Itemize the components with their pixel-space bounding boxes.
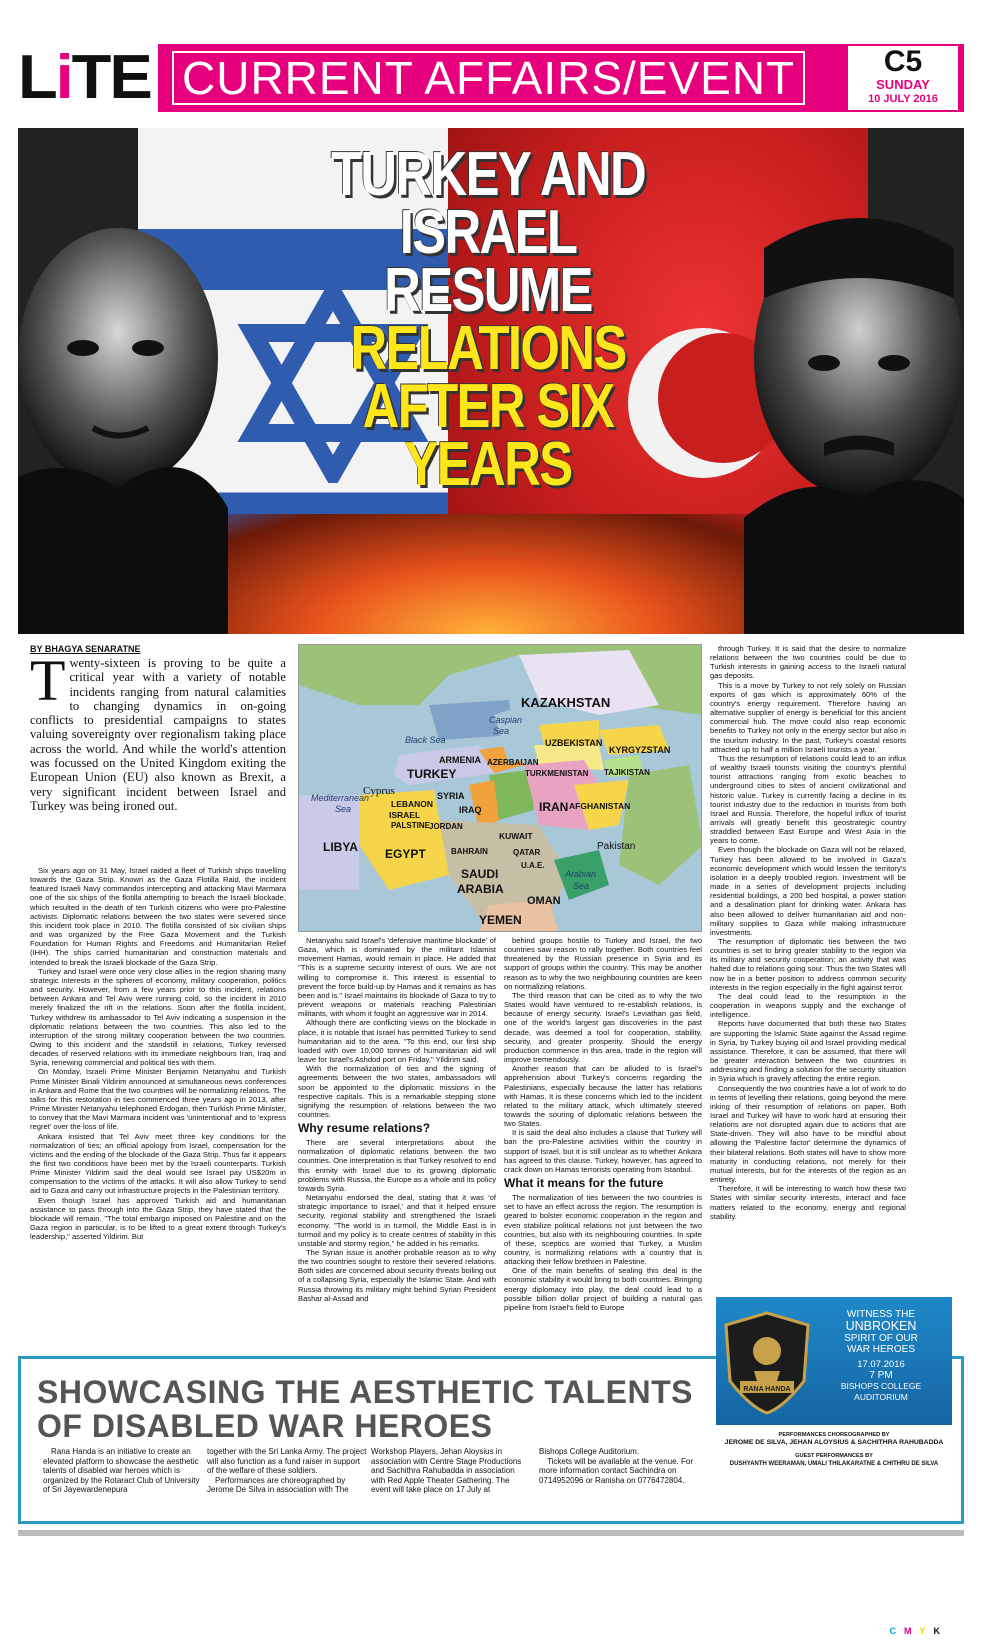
map-label: LIBYA [323,840,358,854]
event-column-3 [371,1447,531,1495]
headline-line: TURKEY AND [330,140,646,209]
byline: BY BHAGYA SENARATNE [30,644,141,654]
paragraph: Even though the blockade on Gaza will not be relaxed, Turkey has been allowed to be involved in Gaza's economic development which would lessen the territory's isolation in a deeply troubled region. Investment will be made in a series of development projects including residential buildings, a 200 bed hospital, a power station and a desalination plant for drinking water. Ankara has also been allowed to deliver humanitarian aid and non-military supplies to Gaza while making infrastructure investments. [710,845,906,937]
paragraph: Workshop Players, Jehan Aloysius in association with Centre Stage Productions and Sachithra Rahubadda in association with Red Apple Theater Gathering. The event will take place on 17 July at [371,1447,522,1495]
paragraph: Thus the resumption of relations could lead to an influx of wealthy Israeli tourists visiting the country's plentiful tourist attractions ranging from exotic beaches to underground cities to sites of ancient civilizational and historic value. Turkey is currently facing a decline in its tourist industry due to the reduction in tourists from both Israel and Russia. Therefore, the hopeful influx of tourist arrivals will greatly benefit this geostrategic country straddled between East Europe and West Asia in the years to come. [710,753,906,846]
cmyk-k: K [933,1626,948,1636]
cmyk-c: C [889,1626,904,1636]
headline-line: AFTER SIX [362,372,614,441]
map-label: IRAQ [459,805,482,815]
drop-cap: T [30,648,66,713]
headline-line: RELATIONS [350,314,626,383]
paragraph: through Turkey. It is said that the desire to normalize relations between the two countries could be due to Turkish interests in gaining access to the Israeli natural gas deposits. [710,644,906,681]
paragraph: The Syrian issue is another probable reason as to why the two countries sought to restore their severed relations. Both sides are concerned about security threats boiling out of a collapsing Syria, especially the Islamic State. And with Russia throwing its military might behind Syrian President Bashar al-Assad and [298,1248,496,1303]
paragraph: Although there are conflicting views on the blockade in place, it is notable that Israel has permitted Turkey to send humanitarian aid to the area. "To this end, our first ship loaded with over 10,000 tonnes of humanitarian aid will leave for Israel's Ashdod port on Friday," Yildirim said. [298,1018,496,1065]
guests-names: DUSHYANTH WEERAMAN, UMALI THILAKARATNE & CHITHRU DE SILVA [729,1461,939,1468]
map-label: AFGHANISTAN [569,801,631,811]
army-emblem-icon [724,1311,810,1415]
map-label: Cyprus [363,785,395,797]
paragraph: behind groups hostile to Turkey and Israel, the two countries saw reason to rally together. Both countries feel threatened by the Russian presence in Syria and its support of groups within the country. This may be another reason as to why the two neighbouring countries are keen on normalizing relations. [504,936,702,991]
map-label: U.A.E. [521,861,545,870]
map-label: ARABIA [457,882,504,896]
page-date: 10 JULY 2016 [868,93,938,105]
advert-date: 17.07.2016 [857,1359,905,1370]
advert-line: WITNESS THE [846,1309,916,1320]
subheading: What it means for the future [504,1176,664,1191]
event-column-1 [43,1447,203,1495]
advert-venue: AUDITORIUM [854,1392,908,1402]
paragraph: The deal could lead to the resumption in the cooperation in weapons supply and the exchange of intelligence. [710,991,906,1020]
cmyk-y: Y [919,1626,934,1636]
paragraph: Bishops College Auditorium. [539,1447,640,1456]
paragraph: There are several interpretations about the normalization of diplomatic relations between the two countries. One interpretation is that Turkey resolved to end this enmity with Israel due to its growing diplomatic problems with Russia, the Europe as a whole and its policy towards Syria. [298,1138,496,1193]
map-label: KUWAIT [499,831,533,841]
paragraph: Netanyahu said Israel's 'defensive maritime blockade' of Gaza, which is dominated by the militant Islamist movement Hamas, would remain in place. He added that "This is a supreme security interest of ours. We are not willing to compromise it. This interest is essential to prevent the force build-up by Hamas and it remains as has been and is." Israel maintains its blockade of Gaza to try to prevent weapons or materials reaching Palestinian militants, with whom it fought an aggressive war in 2014. [298,936,496,1019]
cmyk-m: M [903,1626,920,1636]
paragraph: Tickets will be available at the venue. For more information contact Sachindra on 0714952096 or Ranisha on 0776472804. [539,1456,693,1485]
event-column-4 [539,1447,699,1485]
map-label: PALSTINE [391,821,430,830]
hero-image [18,128,964,634]
headline-line: RESUME [384,256,592,325]
paragraph: The normalization of ties between the two countries is set to have an effect across the region. The resumption is geared to bolster economic cooperation in the region and even stabilize political relations not just between the two countries, but also with its neighbouring countries. In spite of these, sceptics are worried that Turkey, a Muslim country, is normalizing relations with a country that is attacking their fellow brethren in Palestine. [504,1193,702,1267]
paragraph: together with the Sri Lanka Army. The project will also function as a fund raiser in support of the welfare of these soldiers. [207,1447,367,1476]
section-title: CURRENT AFFAIRS/EVENT [172,51,805,105]
paragraph: It is said the deal also includes a clause that Turkey will ban the pro-Palestine activities within the country in support of Israel, but it is still unclear as to whether Ankara has agreed to this clause. Turkey, however, has agreed to crack down on Hamas terrorists operating from Istanbul. [504,1128,702,1174]
map-label: KAZAKHSTAN [521,695,611,710]
paragraph: Netanyahu endorsed the deal, stating that it was 'of strategic importance to Israel,' and that it helped ensure security, regional stability and strengthened the Israeli economy. "The world is in turmoil, the Middle East is in turmoil and my policy is to create centres of stability in this unstable and stormy region," he added in his remarks. [298,1193,496,1248]
paragraph: Turkey and Israel were once very close allies in the region sharing many strategic interests in the spheres of economy, military cooperation, politics and security. However, from a few years prior to this incident, relations between Ankara and Tel Aviv were running cold, so the incident in 2010 merely finalized the rift in the relations. Soon after the flotilla incident, Turkey withdrew its ambassador to Tel Aviv indicating a suspension in the diplomatic relations between the two countries. This also led to the interruption of the strong military cooperation between the two countries. Owing to this incident and the standstill in relations, Turkey reversed decades of reserved relations with its immediate neighbours Iran, Iraq and Syria, renewing commercial and political ties with them. [30,966,286,1068]
advert-line: SPIRIT OF OUR [844,1333,918,1344]
map-label: EGYPT [385,847,426,861]
headline-line: YEARS [404,430,572,499]
map-label: AZERBAIJAN [487,758,539,767]
map-label: TURKMENISTAN [525,769,589,778]
map-label: ARMENIA [439,755,481,765]
article-column-3 [504,936,702,1348]
paragraph: Performances are choreographed by Jerome De Silva in association with The [207,1475,349,1495]
map-label: BAHRAIN [451,847,488,856]
map-label: ISRAEL [389,810,421,820]
advert-line: UNBROKEN [845,1319,917,1333]
middle-east-map [298,644,702,932]
article-column-4 [710,644,906,1284]
advert-time: 7 PM [869,1370,893,1381]
paragraph: Rana Handa is an initiative to create an elevated platform to showcase the aesthetic talents of disabled war heroes which is organized by the Rotaract Club of University of Sri Jayewardenepura [43,1447,200,1495]
paragraph: Therefore, it will be interesting to watch how these two States with similar security interests, interact and face matters related to the economy, energy and regional stability. [710,1184,906,1221]
paragraph: Another reason that can be alluded to is Israel's apprehension about Turkey's concerns regarding the Palestinians, especially because the latter has relations with Hamas. It is these concerns which led to the incident related to the military attack, which ultimately steered towards the souring of diplomatic relations between the two States. [504,1064,702,1129]
masthead [18,44,964,112]
map-label: IRAN [539,800,569,814]
sea-label: Caspian [489,715,523,725]
map-label: QATAR [513,848,541,857]
map-label: TAJIKISTAN [604,768,650,777]
paragraph: Ankara insisted that Tel Aviv meet three key conditions for the normalization of ties; an official apology from Israel, compensation for the victims and the ending of the blockade of the Gaza Strip. Thus far it appears the first two conditions have been met by the Israeli counterparts. Turkish Prime Minister Yildirim said the deal would see Israel pay US$20m in compensation to the victims of the attacks. It will also allow Turkey to send aid to Gaza and carry out infrastructure projects in the Palestinian territory. [30,1131,286,1196]
map-label: YEMEN [479,913,522,927]
guests-label: GUEST PERFORMANCES BY [795,1452,873,1459]
article-column-1 [30,866,286,1344]
paragraph: The resumption of diplomatic ties between the two countries is set to bring greater stability to the region via its military and security cooperation; an activity that was halted due to relations going sour. Thus the two States will now be in a better position to address common security interests in the region especially in the fight against terror. [710,937,906,992]
headline [316,140,660,499]
map-label: SAUDI [461,867,499,881]
paragraph: Reports have documented that both these two States are supporting the Islamic State against the Assad regime in Syria, by Turkey buying oil and Israel providing medical assistance. Therefore, it can be assumed, that there will be greater interaction between the two countries in addressing and finding a solution for the security situation in Syria which is gravely affecting the entire region. [710,1019,906,1084]
event-column-2 [207,1447,367,1495]
advert-venue: BISHOPS COLLEGE [840,1381,922,1391]
headline-line: ISRAEL [399,198,577,267]
advert-text [816,1309,946,1403]
sea-label: Arabian [565,869,597,879]
page-number: C5 [883,45,923,78]
advert-credits [716,1427,952,1469]
paragraph: One of the main benefits of sealing this deal is the economic stability it would bring to both countries. Bringing energy diplomacy into play, the deal could lead to a possible billion dollar project of building a natural gas pipeline from Israel's field to Europe [504,1266,702,1312]
map-label: JORDAN [429,822,463,831]
map-label: LEBANON [391,799,434,809]
credits-label: PERFORMANCES CHOREOGRAPHED BY [778,1432,890,1438]
map-label: UZBEKISTAN [545,738,603,748]
sea-label: Black Sea [405,735,446,745]
sea-label: Sea [573,881,590,891]
advert-line: WAR HEROES [847,1344,915,1355]
event-feature [18,1309,964,1524]
map-label: KYRGYZSTAN [609,745,671,755]
portrait-netanyahu [18,188,228,634]
paragraph: The third reason that can be cited as to why the two States would have ventured to re-establish relations, is because of energy security. Israel's Leviathan gas field, one of the world's largest gas discoveries in the past decade, was deemed a tool for cooperation, stability, security, and greater prosperity. Should the energy production commence in this area, trade in the region will improve tremendously. [504,990,702,1065]
map-label: SYRIA [437,791,465,801]
event-advert [716,1297,952,1505]
paragraph: Consequently the two countries have a lot of work to do in terms of levelling their relations, going beyond the mere inking of their resumption of relations on paper. Both Israel and Turkey will have to work hard at ensuring their relations are not disrupted again due to actions that are State-driven. They will also have to be mindful about allowing the 'Palestine factor' determine the dynamics of their bilateral relations. Both states will have to show more maturity in conducting relations, not merely for their mutual interests, but for the interests of the region as an entirety. [710,1083,906,1185]
page-info [848,46,958,110]
sea-label: Sea [335,804,352,814]
map-label: Pakistan [597,841,636,852]
sea-label: Sea [493,726,510,736]
event-headline: SHOWCASING THE AESTHETIC TALENTS OF DISABLED WAR HEROES [37,1374,693,1444]
credits-names: JEROME DE SILVA, JEHAN ALOYSIUS & SACHITHRA RAHUBADDA [724,1439,944,1447]
cmyk-marks [889,1626,948,1636]
map-label: OMAN [527,895,561,907]
subheading: Why resume relations? [298,1121,431,1136]
lite-logo: LiTE [18,43,151,112]
paragraph: Even though Israel has approved Turkish aid and humanitarian assistance to pass through into the Gaza Strip, they have stated that the blockade will remain. "The total embargo imposed on Palestine and on the Gaza region in particular, is to be lifted to a great extent through Turkey's leadership," asserted Yildirim. But [30,1195,286,1242]
paragraph: Six years ago on 31 May, Israel raided a fleet of Turkish ships travelling towards the Gaza Strip. Known as the Gaza Flotilla Raid, the incident featured Israeli Navy commandos intercepting and attacking Mavi Marmara one of the six ships of the flotilla attempting to breach the Israeli blockade, which resulted in the death of ten Turkish citizens who were pro-Palestine activists. Diplomatic relations between the two states were severed since this incident took place in 2010. The flotilla consisted of six civilian ships and was organized by the Free Gaza Movement and the Turkish Foundation for Human Rights and Freedoms and Humanitarian Relief (IHH). The ships carried humanitarian and construction materials and intended to break the Israeli blockade of the Gaza Strip. [30,866,286,967]
portrait-erdogan [744,188,964,634]
article-column-2 [298,936,496,1348]
map-label: TURKEY [407,767,457,781]
advert-panel [716,1297,952,1425]
page-day: SUNDAY [876,77,930,92]
footer-rule [18,1530,964,1536]
paragraph: On Monday, Israeli Prime Minister Benjamin Netanyahu and Turkish Prime Minister Binali Yildirim announced at simultaneous news conferences in Ankara and Rome that the two countries will be normalizing relations. The talks for this restoration in ties commenced three years ago in 2013, after Prime Minister Netanyahu telephoned Erdogan, then Turkish Prime Minister, to convey that the Mavi Marmara incident was 'unintentional' and to 'express regret' over the loss of life. [30,1067,286,1132]
paragraph: This is a move by Turkey to not rely solely on Russian exports of gas which is approximately 60% of the country's energy requirement. Therefore having an alternative supplier of energy is beneficial for this ancient commercial hub. The move could also reap economic benefits to Turkey not only in the energy sector but also in the tourism industry. In the past, Turkey's coastal resorts attracted up to half a million Israeli tourists a year. [710,680,906,754]
emblem-text: RANA HANDA [743,1386,791,1393]
sea-label: Mediterranean [311,793,370,803]
section-bar [158,44,964,112]
paragraph: With the normalization of ties and the signing of agreements between the two states, ambassadors will soon be appointed to the diplomatic missions in the respective capitals. This is a remarkable stepping stone signifying the resumption of relations between the two countries. [298,1064,496,1119]
lede-text: wenty-sixteen is proving to be quite a critical year with a variety of notable incidents ranging from natural calamities to changing dynamics in on-going conflicts to presidential campaigns to states valuing sovereignty over regionalism taking place across the world. And while the world's attention was focussed on the United Kingdom exiting the European Union (EU) also known as Brexit, a very significant incident between Israel and Turkey was being ironed out. [30,656,286,813]
explosion-graphic [178,514,798,634]
